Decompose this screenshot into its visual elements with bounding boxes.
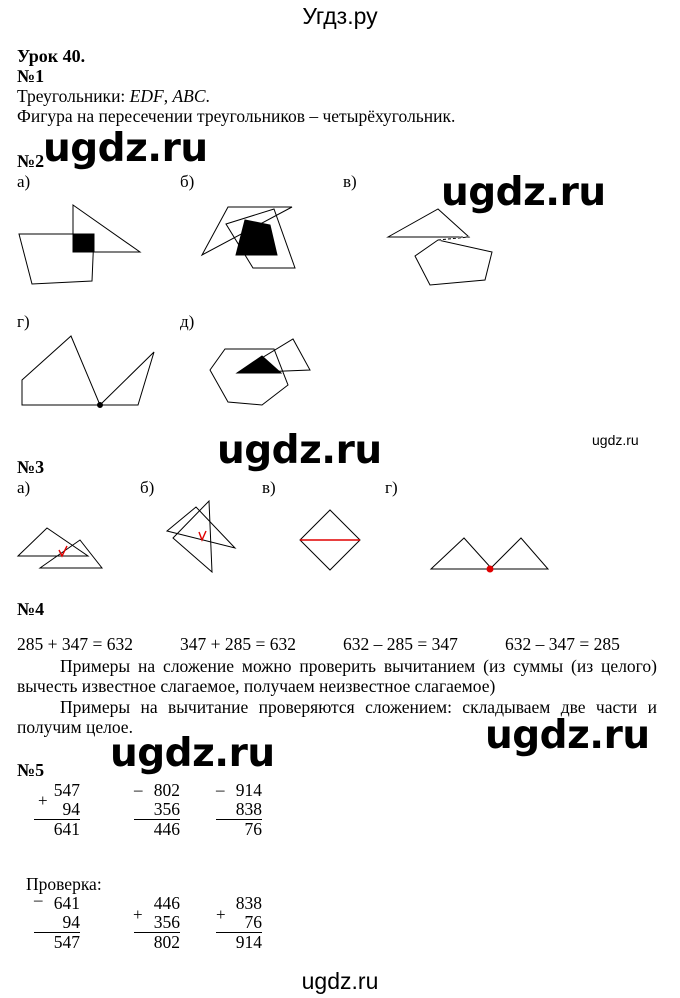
task-2-label-a: а)	[17, 172, 31, 191]
minuend: 914	[235, 780, 262, 800]
minuend: 641	[53, 893, 80, 913]
figure-3g	[431, 538, 548, 572]
column-calc	[134, 781, 180, 839]
plus-sign: +	[38, 791, 48, 810]
minus-sign: –	[134, 780, 143, 799]
watermark: ugdz.ru	[43, 126, 208, 171]
task-3-label-b: б)	[140, 478, 155, 497]
equation: 632 – 347 = 285	[505, 634, 620, 654]
equation: 347 + 285 = 632	[180, 634, 296, 654]
result: 446	[153, 819, 180, 839]
task-3-label-g: г)	[385, 478, 398, 497]
watermark-footer: ugdz.ru	[301, 968, 379, 994]
task-3-number: №3	[17, 457, 45, 477]
result: 802	[153, 932, 180, 952]
watermark: ugdz.ru	[217, 428, 382, 473]
watermark-small: ugdz.ru	[592, 432, 639, 448]
figure-2b	[202, 207, 295, 268]
task-2-label-d: д)	[180, 312, 195, 331]
figure-3b	[167, 501, 235, 572]
task-4-paragraph-2: Примеры на вычитание проверяются сложением: складываем две части и получим целое.	[17, 697, 657, 737]
minus-sign: –	[216, 780, 225, 799]
plus-sign: +	[216, 905, 226, 924]
task-1-prefix: Треугольники:	[17, 86, 130, 106]
equation: 632 – 285 = 347	[343, 634, 458, 654]
addend: 356	[134, 913, 180, 933]
minus-sign: –	[34, 890, 43, 909]
figure-2g	[22, 336, 154, 408]
task-1-line-2: Фигура на пересечении треугольников – четырёхугольник.	[17, 106, 456, 126]
figure-3v	[300, 510, 360, 570]
task-1-number: №1	[17, 66, 45, 86]
task-2-label-b: б)	[180, 172, 195, 191]
figure-2d	[210, 339, 310, 405]
triangle-name: EDF	[129, 86, 164, 106]
result: 641	[53, 819, 80, 839]
addend: 76	[216, 913, 262, 933]
triangle-name: ABC	[172, 86, 206, 106]
watermark: ugdz.ru	[441, 170, 606, 215]
addend: 838	[235, 893, 262, 913]
separator: ,	[163, 86, 173, 106]
subtrahend: 838	[216, 800, 262, 820]
column-calc	[34, 781, 80, 839]
task-4-paragraph-1: Примеры на сложение можно проверить вычитанием (из суммы (из целого) вычесть известное слагаемое, получаем неизвестное слагаемое)	[17, 656, 657, 696]
column-calc	[216, 781, 262, 839]
task-2-number: №2	[17, 151, 45, 171]
figure-2v	[388, 209, 492, 285]
column-calc	[216, 894, 262, 952]
task-3-label-v: в)	[262, 478, 276, 497]
subtrahend: 356	[134, 800, 180, 820]
task-3-label-a: а)	[17, 478, 31, 497]
watermark: ugdz.ru	[485, 713, 650, 758]
check-label: Проверка:	[26, 874, 102, 894]
column-calc	[34, 894, 80, 952]
subtrahend: 94	[34, 913, 80, 933]
figure-2a	[19, 205, 140, 284]
minuend: 802	[153, 780, 180, 800]
task-5-number: №5	[17, 760, 45, 780]
task-2-label-g: г)	[17, 312, 30, 331]
minuend: 547	[53, 780, 80, 800]
result: 76	[244, 819, 262, 839]
site-title: Угдз.ру	[302, 3, 378, 29]
plus-sign: +	[133, 905, 143, 924]
lesson-title: Урок 40.	[17, 46, 86, 66]
watermark: ugdz.ru	[110, 731, 275, 776]
task-2-label-v: в)	[343, 172, 357, 191]
task-4-number: №4	[17, 599, 45, 619]
subtrahend: 94	[34, 800, 80, 820]
result: 914	[235, 932, 262, 952]
equation: 285 + 347 = 632	[17, 634, 133, 654]
column-calc	[134, 894, 180, 952]
result: 547	[53, 932, 80, 952]
figure-3a	[18, 528, 102, 568]
addend: 446	[153, 893, 180, 913]
period: .	[205, 86, 210, 106]
